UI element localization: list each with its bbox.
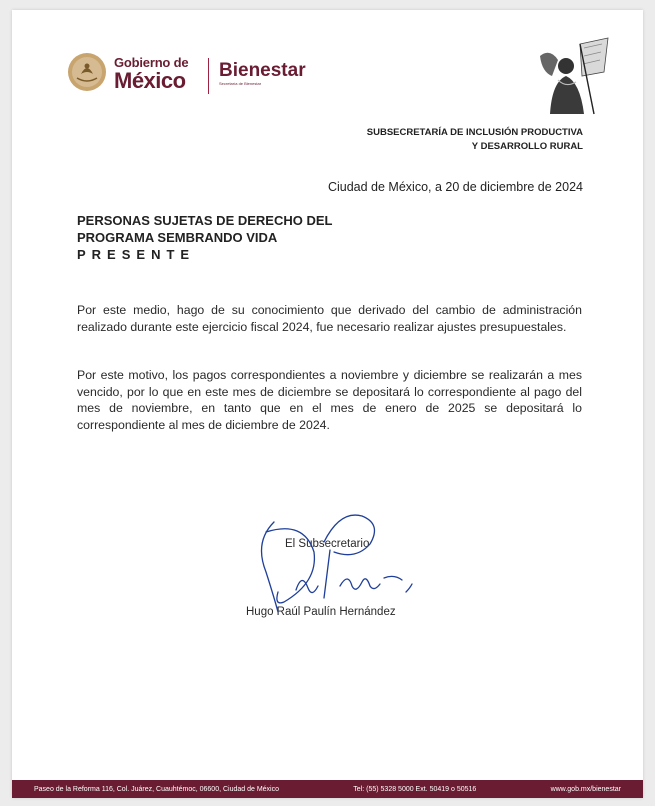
signatory-title: El Subsecretario [285, 538, 370, 550]
bienestar-subtitle: Secretaría de Bienestar [219, 81, 262, 86]
heroine-flag-emblem-icon [532, 36, 612, 116]
mexico-eagle-seal-icon [67, 52, 107, 92]
subsecretaria-heading [367, 126, 583, 154]
footer-bar [12, 780, 643, 798]
subsecretaria-line1: SUBSECRETARÍA DE INCLUSIÓN PRODUCTIVA [366, 127, 583, 138]
addressee-line2: PROGRAMA SEMBRANDO VIDA [77, 230, 278, 245]
letter-date: Ciudad de México, a 20 de diciembre de 2024 [327, 180, 583, 194]
body-paragraph-1: Por este medio, hago de su conocimiento que derivado del cambio de administración realizado durante este ejercicio fiscal 2024, fue necesario realizar ajustes presupuestales. [77, 303, 582, 334]
bienestar-logo [219, 61, 306, 87]
footer-address: Paseo de la Reforma 116, Col. Juárez, Cuauhtémoc, 06600, Ciudad de México [34, 785, 280, 793]
signatory-name: Hugo Raúl Paulín Hernández [246, 606, 396, 618]
footer-website-link[interactable]: www.gob.mx/bienestar [550, 785, 621, 793]
gobierno-line1: Gobierno de [114, 55, 189, 70]
footer-phone: Tel: (55) 5328 5000 Ext. 50419 o 50516 [353, 785, 477, 793]
body-paragraph-2: Por este motivo, los pagos correspondientes a noviembre y diciembre se realizarán a mes vencido, por lo que en este mes de diciembre se depositará lo correspondiente al pago del mes de noviembre, en tanto que en el mes de enero de 2025 se depositará lo correspondiente al mes de diciembre de 2024. [77, 368, 582, 432]
subsecretaria-line2: Y DESARROLLO RURAL [471, 141, 583, 152]
addressee-line1: PERSONAS SUJETAS DE DERECHO DEL [77, 213, 333, 228]
logo-divider [208, 58, 209, 94]
gobierno-line2: México [114, 68, 186, 93]
gobierno-de-mexico-logo [114, 56, 188, 92]
addressee-block [77, 212, 332, 263]
addressee-presente: PRESENTE [77, 247, 196, 262]
letter-page [12, 10, 643, 798]
bienestar-title: Bienestar [219, 60, 306, 81]
handwritten-signature [244, 502, 414, 622]
